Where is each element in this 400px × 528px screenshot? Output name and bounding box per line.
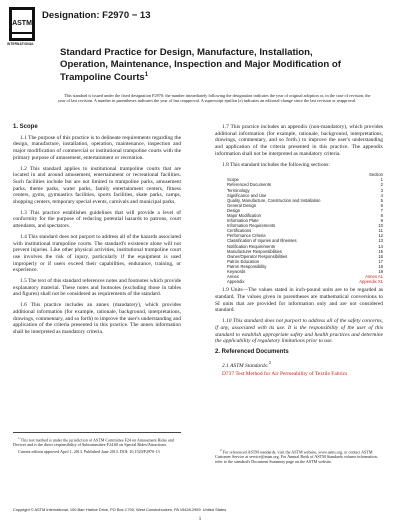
toc-label: Certifications	[227, 228, 252, 234]
referenced-documents-heading: 2. Referenced Documents	[215, 348, 289, 355]
footnote-1b: Current edition approved April 1, 2013. Published June 2013. DOI: 10.1520/F2970-13	[18, 449, 160, 455]
intro-paragraph: This standard is issued under the fixed designation F2970; the number immediately following the designation indicates the year of original adoption or, in the case of revision, the year of last revision. A number in parentheses indicates the year of last reapproval. A superscript epsilon (ε) indicates an editorial change since the last revision or reapproval.	[58, 93, 371, 104]
paragraph-1-2: 1.2 This standard applies to institutional trampoline courts that are located in and around amusement, entertainment or recreational facilities. Such facilities include but are not limited to trampoline parks, amusement parks, theme parks, water parks, family entertainment centers, fitness centers, gyms, gymnastics facilities, sports facilities, skate parks, camps, shopping centers, temporary special events, carnivals and municipal parks.	[13, 165, 181, 206]
toc-number: 15	[378, 248, 383, 254]
designation: Designation: F2970 − 13	[42, 10, 151, 21]
toc-label: Owner/Operator Responsibilities	[227, 253, 288, 259]
toc-number: 17	[378, 258, 383, 264]
toc-number: 4	[380, 192, 383, 198]
title-text: Standard Practice for Design, Manufacture, Installation, Operation, Maintenance, Inspection and Major Modification of Trampoline Courts	[60, 47, 341, 84]
astm-standards-line	[222, 360, 383, 370]
toc-label: Significance and Use	[227, 192, 267, 198]
toc-label: Annex	[227, 274, 239, 280]
paragraph-1-9: 1.9 Units—The values stated in inch-pound units are to be regarded as standard. The values given in parentheses are mathematical conversions to SI units that are provided for information only and are not considered standard.	[215, 287, 383, 314]
toc-label: Information Requirements	[227, 223, 276, 229]
logo-word: INTERNATIONAL	[7, 42, 35, 46]
toc-number: 2	[380, 182, 383, 188]
toc-number: Appendix X1	[359, 279, 383, 285]
title-superscript: 1	[144, 72, 149, 79]
toc-number: 12	[378, 233, 383, 239]
toc-number: 19	[378, 269, 383, 274]
paragraph-1-6: 1.6 This practice includes an annex (mandatory), which provides additional information (for example, rationale, background, interpretations, drawings, commentary, and so forth) to improve the user's understanding and application of the criteria presented in this practice. The annex information shall be interpreted as mandatory criteria.	[13, 302, 181, 335]
footnotes-left	[13, 432, 181, 456]
toc-label: Classification of Injuries and Illnesses	[227, 238, 297, 244]
toc-number: 10	[378, 223, 383, 229]
paragraph-1-4: 1.4 This standard does not purport to address all of the hazards associated with institutional trampoline courts. The standard's existence alone will not prevent injuries. Like other physical activities, institutional trampoline court use involves the risk of injury, particularly if the equipment is used improperly or if users exceed their capabilities, endurance, training, or experience.	[13, 233, 181, 274]
toc-label: Terminology	[227, 187, 250, 193]
svg-text:ASTM: ASTM	[12, 20, 32, 27]
footnote-2-text: For referenced ASTM standards, visit the ASTM website, www.astm.org, or contact ASTM Customer Service at service@astm.org. For Annual Book of ASTM Standards volume information, refer to the standard's Document Summary page on the ASTM website.	[215, 449, 378, 465]
toc-label: Scope	[227, 177, 239, 183]
toc-header: Section	[369, 172, 383, 178]
astm-standards-label: 2.1 ASTM Standards:	[222, 362, 269, 369]
astm-logo-icon	[9, 7, 35, 41]
paragraph-1-8: 1.8 This standard includes the following sections:	[222, 161, 330, 168]
right-column	[215, 124, 383, 380]
toc-number: 13	[378, 238, 383, 244]
toc-label: Patron Education	[227, 258, 260, 264]
paragraph-1-7: 1.7 This practice includes an appendix (non-mandatory), which provides additional information (for example, rationale, background, interpretations, drawings, commentary, and so forth.) to improve the user's understanding and application of the criteria presented in this practice. The appendix information shall not be interpreted as mandatory criteria.	[215, 124, 383, 157]
toc-number: 6	[380, 202, 383, 208]
page-number: 1	[198, 517, 202, 522]
toc-label: Quality, Manufacture, Construction and Installation	[227, 197, 321, 203]
toc-label: Patron Responsibility	[227, 263, 267, 269]
copyright-line: Copyright © ASTM International, 100 Barr Harbor Drive, PO Box C700, West Conshohocken, PA 19428-2959. United States	[13, 507, 227, 512]
toc-label: Manufacturer Responsibilities	[227, 248, 282, 254]
toc-number: 16	[378, 253, 383, 259]
paragraph-1-10: 1.10 This standard does not purport to address all of the safety concerns, if any, associated with its use. It is the responsibility of the user of this standard to establish appropriate safety and health practices and determine the applicability of regulatory limitations prior to use.	[215, 318, 383, 345]
toc-label: Notification Requirements	[227, 243, 275, 249]
toc-row	[227, 279, 383, 284]
toc-label: Information Plate	[227, 218, 259, 224]
toc-label: Major Modification	[227, 212, 261, 218]
toc-number: 9	[380, 218, 383, 224]
toc-number: 7	[380, 207, 383, 213]
paragraph-1-3: 1.3 This practice establishes guidelines that will provide a level of conformity for the purpose of reducing potential hazards to patrons, court attendants, and spectators.	[13, 209, 181, 230]
toc-label: Design	[227, 207, 241, 213]
toc-number: 18	[378, 263, 383, 269]
footnotes-right	[215, 448, 383, 466]
toc-number: 5	[380, 197, 383, 203]
toc-label: General Design	[227, 202, 257, 208]
toc-label: Performance Criteria	[227, 233, 266, 239]
scope-heading: 1. Scope	[13, 124, 38, 130]
d737-code[interactable]: D737	[222, 371, 235, 378]
left-column	[13, 124, 181, 340]
footnote-2: $^2$ For referenced ASTM standards, visit the ASTM website, www.astm.org, or contact ASTM Customer Service at service@astm.org. For Annual Book of ASTM Standards volume information, refer to the standard's Document Summary page on the ASTM website.	[215, 448, 378, 465]
toc-number: 3	[380, 187, 383, 193]
page-title	[60, 47, 360, 84]
d737-title[interactable]: Test Method for Air Permeability of Textile Fabrics	[235, 371, 348, 378]
toc-label: Appendix	[227, 279, 245, 285]
footnote-1: $^1$ This test method is under the jurisdiction of ASTM Committee F24 on Amusement Rides and Devices and is the direct responsibility of Subcommittee F24.60 on Special Rides/Attractions.	[13, 436, 174, 448]
toc-number: 14	[378, 243, 383, 249]
footnote-1-text: This test method is under the jurisdiction of ASTM Committee F24 on Amusement Rides and Devices and is the direct responsibility of Subcommittee F24.60 on Special Rides/Attractions.	[13, 437, 174, 448]
toc-number: 11	[378, 228, 383, 234]
toc-number: 8	[380, 212, 383, 218]
toc-number: 1	[380, 177, 383, 183]
paragraph-1-5: 1.5 The text of this standard references notes and footnotes which provide explanatory material. These notes and footnotes (excluding those in tables and figures) shall not be considered as requirements of the standard.	[13, 278, 181, 298]
toc-label: Referenced Documents	[227, 182, 271, 188]
reference-d737[interactable]	[222, 371, 383, 378]
section-list	[227, 172, 395, 284]
toc-number: Annex A1	[365, 274, 383, 280]
astm-standards-sup: 2	[268, 359, 271, 365]
paragraph-1-1: 1.1 The purpose of this practice is to delineate requirements regarding the design, manufacture, installation, operation, maintenance, inspection and major modification of commercial or institutional trampoline courts with the primary purpose of amusement, entertainment or recreation.	[13, 134, 181, 161]
toc-label: Keywords	[227, 269, 246, 274]
